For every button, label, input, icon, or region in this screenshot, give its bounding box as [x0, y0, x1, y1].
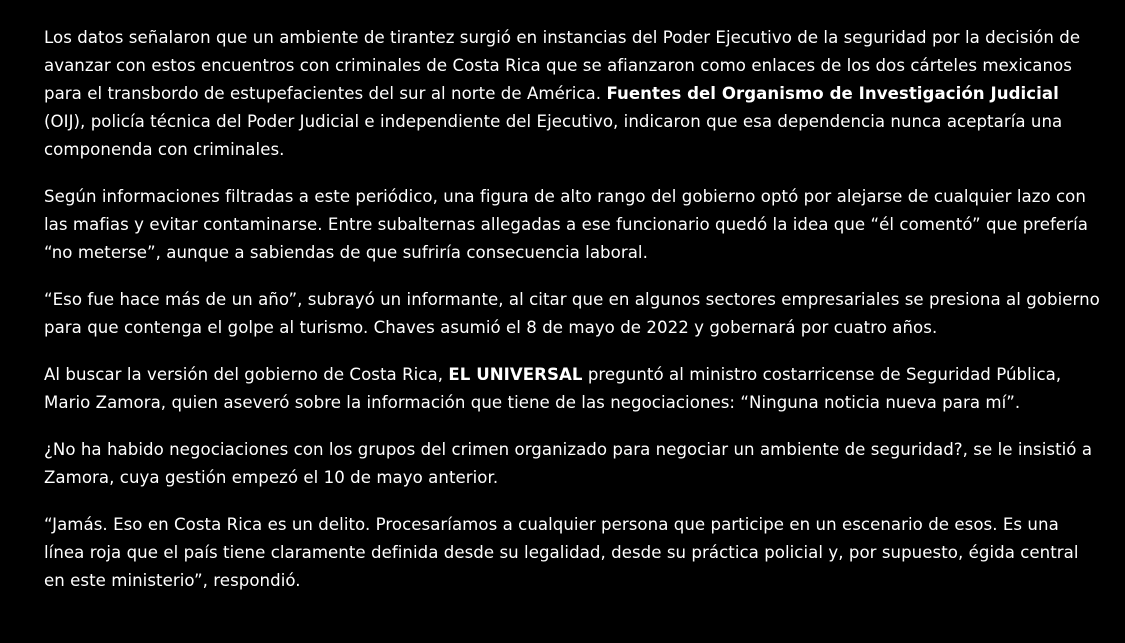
- paragraph-text: Los datos señalaron que un ambiente de tirantez surgió en instancias del Poder Ejecutivo de la seguridad por la decisión de avanzar con estos encuentros con criminales de Costa Rica que se afianzaron como enlaces de los dos cárteles mexicanos para el transbordo de estupefacientes del sur al norte de América.: [44, 28, 1081, 103]
- paragraph-text: preguntó al ministro costarricense de Seguridad Pública, Mario Zamora, quien aseveró sobre la información que tiene de las negociaciones: “Ninguna noticia nueva para mí”.: [44, 365, 1062, 412]
- paragraph-minister-response: [44, 361, 1104, 417]
- paragraph-text: “Eso fue hace más de un año”, subrayó un informante, al citar que en algunos sectores empresariales se presiona al gobierno para que contenga el golpe al turismo. Chaves asumió el 8 de mayo de 2022 y gobernará por cuatro años.: [44, 290, 1100, 337]
- bold-phrase-oij: Fuentes del Organismo de Investigación Judicial: [606, 84, 1059, 103]
- paragraph-text: ¿No ha habido negociaciones con los grupos del crimen organizado para negociar un ambiente de seguridad?, se le insistió a Zamora, cuya gestión empezó el 10 de mayo anterior.: [44, 440, 1093, 487]
- article-body: [44, 24, 1104, 614]
- paragraph-text: Al buscar la versión del gobierno de Costa Rica,: [44, 365, 449, 384]
- paragraph-high-ranking-figure: [44, 183, 1104, 267]
- paragraph-minister-quote: [44, 511, 1104, 595]
- paragraph-informant-quote: [44, 286, 1104, 342]
- paragraph-question: [44, 436, 1104, 492]
- paragraph-oij-sources: [44, 24, 1104, 164]
- paragraph-text: Según informaciones filtradas a este periódico, una figura de alto rango del gobierno optó por alejarse de cualquier lazo con las mafias y evitar contaminarse. Entre subalternas allegadas a ese funcionario quedó la idea que “él comentó” que prefería “no meterse”, aunque a sabiendas de que sufriría consecuencia laboral.: [44, 187, 1088, 262]
- paragraph-text: “Jamás. Eso en Costa Rica es un delito. Procesaríamos a cualquier persona que participe en un escenario de esos. Es una línea roja que el país tiene claramente definida desde su legalidad, desde su práctica policial y, por supuesto, égida central en este ministerio”, respondió.: [44, 515, 1079, 590]
- paragraph-text: (OIJ), policía técnica del Poder Judicial e independiente del Ejecutivo, indicaron que esa dependencia nunca aceptaría una componenda con criminales.: [44, 112, 1063, 159]
- bold-phrase-el-universal: EL UNIVERSAL: [448, 365, 583, 384]
